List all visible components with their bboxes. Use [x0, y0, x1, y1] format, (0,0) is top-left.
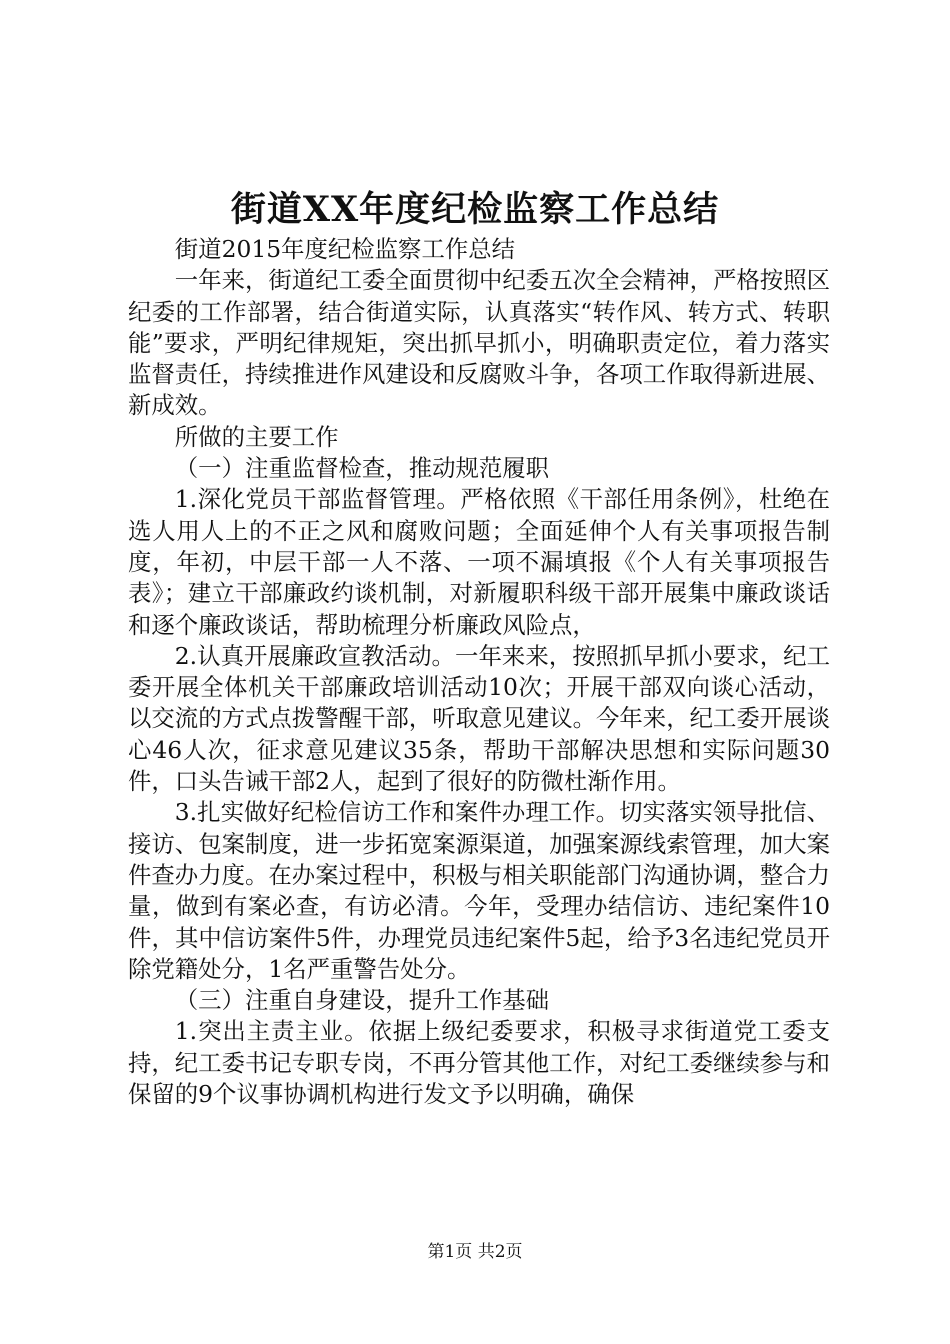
document-body	[128, 234, 830, 1110]
paragraph-section-heading: 所做的主要工作	[174, 422, 339, 451]
paragraph-subsection-1: （一）注重监督检查，推动规范履职	[174, 454, 550, 483]
paragraph-intro: 一年来，街道纪工委全面贯彻中纪委五次全会精神，严格按照区纪委的工作部署，结合街道实际，认真落实“转作风、转方式、转职能”要求，严明纪律规矩，突出抓早抓小，明确职责定位，着力落实监督责任，持续推进作风建设和反腐败斗争，各项工作取得新进展、新成效。	[128, 266, 830, 420]
paragraph-item-2: 2.认真开展廉政宣教活动。一年来来，按照抓早抓小要求，纪工委开展全体机关干部廉政培训活动10次；开展干部双向谈心活动，以交流的方式点拨警醒干部，听取意见建议。今年来，纪工委开展谈心46人次，征求意见建议35条，帮助干部解决思想和实际问题30件，口头告诫干部2人，起到了很好的防微杜渐作用。	[128, 641, 830, 796]
paragraph-item-1: 1.深化党员干部监督管理。严格依照《干部任用条例》，杜绝在选人用人上的不正之风和腐败问题；全面延伸个人有关事项报告制度，年初，中层干部一人不落、一项不漏填报《个人有关事项报告表》；建立干部廉政约谈机制，对新履职科级干部开展集中廉政谈话和逐个廉政谈话，帮助梳理分析廉政风险点，	[128, 485, 830, 639]
paragraph-subsection-3: （三）注重自身建设，提升工作基础	[174, 986, 550, 1015]
page-footer: 第1页 共2页	[427, 1242, 523, 1262]
paragraph-item-3: 3.扎实做好纪检信访工作和案件办理工作。切实落实领导批信、接访、包案制度，进一步拓宽案源渠道，加强案源线索管理，加大案件查办力度。在办案过程中，积极与相关职能部门沟通协调，整合力量，做到有案必查，有访必清。今年，受理办结信访、违纪案件10件，其中信访案件5件，办理党员违纪案件5起，给予3名违纪党员开除党籍处分，1名严重警告处分。	[128, 798, 830, 983]
paragraph-item-3-1: 1.突出主责主业。依据上级纪委要求，积极寻求街道党工委支持，纪工委书记专职专岗，不再分管其他工作，对纪工委继续参与和保留的9个议事协调机构进行发文予以明确，确保	[128, 1017, 830, 1109]
paragraph-subtitle: 街道2015年度纪检监察工作总结	[174, 235, 516, 263]
document-title: 街道XX年度纪检监察工作总结	[230, 189, 720, 230]
